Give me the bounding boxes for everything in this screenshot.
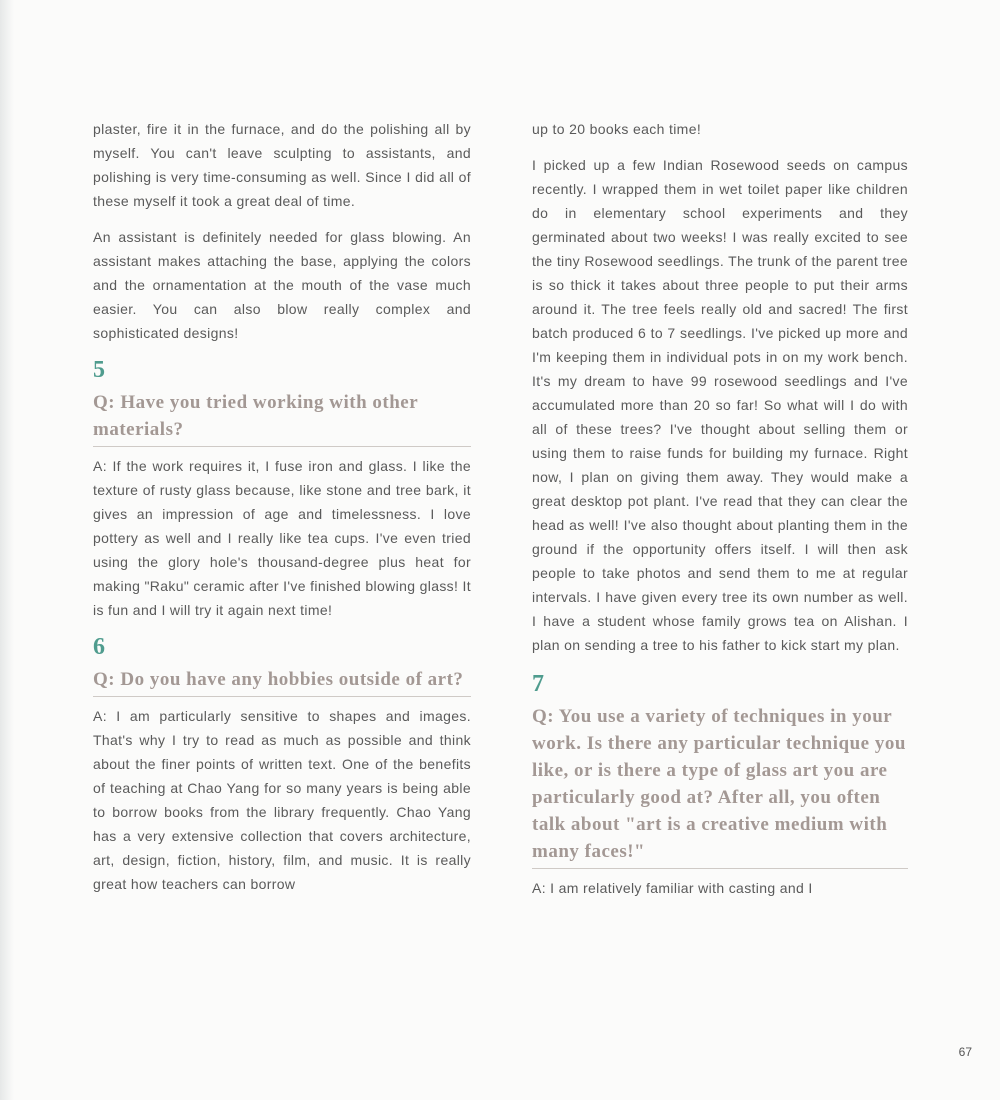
question-number: 7 bbox=[532, 671, 544, 697]
question-title: Q: You use a variety of techniques in your work. Is there any particular technique you like, or is there a type of glass art you are particularly good at? After all, you often talk about "art is a creative medium with many faces!" bbox=[532, 703, 908, 869]
paragraph: An assistant is definitely needed for glass blowing. An assistant makes attaching the base, applying the colors and the ornamentation at the mouth of the vase much easier. You can also blow really complex and sophisticated designs! bbox=[93, 229, 471, 341]
question-number: 6 bbox=[93, 634, 105, 660]
question-title: Q: Do you have any hobbies outside of art? bbox=[93, 666, 471, 697]
paragraph: plaster, fire it in the furnace, and do the polishing all by myself. You can't leave sculpting to assistants, and polishing is very time-consuming as well. Since I did all of these myself it took a great deal of time. bbox=[93, 121, 471, 209]
right-column bbox=[532, 117, 908, 912]
answer-paragraph: A: I am particularly sensitive to shapes and images. That's why I try to read as much as possible and think about the finer points of written text. One of the benefits of teaching at Chao Yang for so many years is being able to borrow books from the library frequently. Chao Yang has a very extensive collection that covers architecture, art, design, fiction, history, film, and music. It is really great how teachers can borrow bbox=[93, 708, 471, 892]
answer-paragraph: A: I am relatively familiar with casting and I bbox=[532, 880, 813, 896]
paragraph: up to 20 books each time! bbox=[532, 121, 702, 137]
answer-paragraph: A: If the work requires it, I fuse iron and glass. I like the texture of rusty glass because, like stone and tree bark, it gives an impression of age and timelessness. I love pottery as well and I really like tea cups. I've even tried using the glory hole's thousand-degree plus heat for making "Raku" ceramic after I've finished blowing glass! It is fun and I will try it again next time! bbox=[93, 458, 471, 618]
question-number: 5 bbox=[93, 357, 105, 383]
question-title: Q: Have you tried working with other materials? bbox=[93, 389, 471, 447]
page-number: 67 bbox=[958, 1045, 972, 1059]
paragraph: I picked up a few Indian Rosewood seeds on campus recently. I wrapped them in wet toilet paper like children do in elementary school experiments and they germinated about two weeks! I was really excited to see the tiny Rosewood seedlings. The trunk of the parent tree is so thick it takes about three people to put their arms around it. The tree feels really old and sacred! The first batch produced 6 to 7 seedlings. I've picked up more and I'm keeping them in individual pots in on my work bench. It's my dream to have 99 rosewood seedlings and I've accumulated more than 20 so far! So what will I do with all of these trees? I've thought about selling them or using them to raise funds for building my furnace. Right now, I plan on giving them away. They would make a great desktop pot plant. I've read that they can clear the head as well! I've also thought about planting them in the ground if the opportunity offers itself. I will then ask people to take photos and send them to me at regular intervals. I have given every tree its own number as well. I have a student whose family grows tea on Alishan. I plan on sending a tree to his father to kick start my plan. bbox=[532, 157, 908, 653]
left-column bbox=[93, 117, 471, 908]
page-gutter-shadow bbox=[0, 0, 14, 1100]
